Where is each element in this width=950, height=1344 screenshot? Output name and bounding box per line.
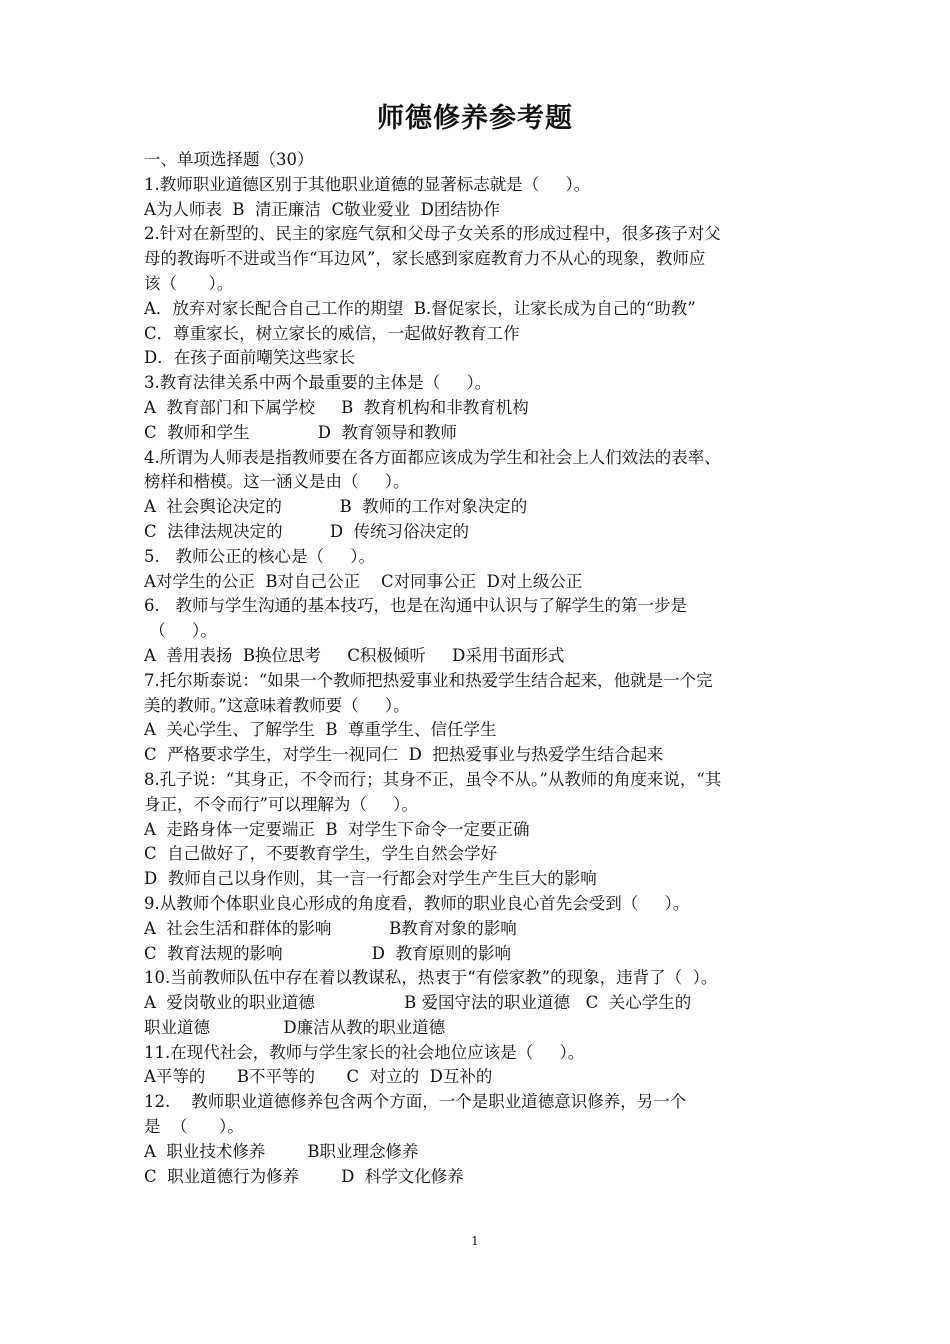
page-number: 1: [471, 1234, 479, 1248]
text-line: 7.托尔斯泰说：“如果一个教师把热爱事业和热爱学生结合起来，他就是一个完: [144, 670, 713, 690]
text-line: 6. 教师与学生沟通的基本技巧，也是在沟通中认识与了解学生的第一步是: [144, 596, 687, 616]
text-line: 该（ ）。: [144, 273, 234, 293]
text-line: A 善用表扬 B换位思考 C积极倾听 D采用书面形式: [144, 645, 565, 665]
text-line: 1.教师职业道德区别于其他职业道德的显著标志就是（ ）。: [144, 174, 591, 194]
text-line: C 教育法规的影响 D 教育原则的影响: [144, 943, 511, 963]
text-line: C 法律法规决定的 D 传统习俗决定的: [144, 521, 470, 541]
text-line: 一、单项选择题（30）: [144, 150, 314, 169]
text-line: 11.在现代社会，教师与学生家长的社会地位应该是（ ）。: [144, 1042, 585, 1062]
text-line: C 职业道德行为修养 D 科学文化修养: [144, 1166, 464, 1186]
text-line: A 社会生活和群体的影响 B教育对象的影响: [144, 918, 517, 938]
text-line: A．放弃对家长配合自己工作的期望 B.督促家长，让家长成为自己的“助教”: [144, 298, 696, 318]
text-line: 榜样和楷模。这一涵义是由（ ）。: [144, 472, 410, 492]
text-line: C 教师和学生 D 教育领导和教师: [144, 422, 458, 442]
text-line: A 关心学生、了解学生 B 尊重学生、信任学生: [144, 720, 497, 740]
text-line: 8.孔子说：“其身正，不令而行；其身不正，虽令不从。”从教师的角度来说，“其: [144, 769, 722, 789]
text-line: 职业道德 D廉洁从教的职业道德: [144, 1017, 446, 1037]
text-line: 是 （ ）。: [144, 1117, 244, 1137]
document-title: 师德修养参考题: [377, 103, 573, 134]
text-line: A 走路身体一定要端正 B 对学生下命令一定要正确: [144, 819, 530, 839]
text-line: A 教育部门和下属学校 B 教育机构和非教育机构: [144, 397, 529, 417]
text-line: 2.针对在新型的、民主的家庭气氛和父母子女关系的形成过程中，很多孩子对父: [144, 224, 721, 244]
text-line: 10.当前教师队伍中存在着以教谋私，热衷于“有偿家教”的现象，违背了（ ）。: [144, 968, 718, 988]
text-line: （ ）。: [144, 621, 217, 641]
text-line: A 爱岗敬业的职业道德 B 爱国守法的职业道德 C 关心学生的: [144, 993, 692, 1013]
text-line: A为人师表 B 清正廉洁 C敬业爱业 D团结协作: [144, 199, 500, 219]
text-line: D．在孩子面前嘲笑这些家长: [144, 348, 356, 368]
text-line: A对学生的公正 B对自己公正 C对同事公正 D对上级公正: [144, 571, 583, 591]
text-line: 3.教育法律关系中两个最重要的主体是（ ）。: [144, 373, 492, 393]
text-line: 12. 教师职业道德修养包含两个方面，一个是职业道德意识修养，另一个: [144, 1092, 687, 1112]
text-line: D 教师自己以身作则，其一言一行都会对学生产生巨大的影响: [144, 869, 597, 889]
text-line: 9.从教师个体职业良心形成的角度看，教师的职业良心首先会受到（ ）。: [144, 893, 690, 913]
text-line: 4.所谓为人师表是指教师要在各方面都应该成为学生和社会上人们效法的表率、: [144, 447, 721, 467]
text-line: A 职业技术修养 B职业理念修养: [144, 1141, 419, 1161]
text-line: A平等的 B不平等的 C 对立的 D互补的: [144, 1067, 493, 1087]
document-body: [144, 148, 810, 1189]
text-line: 母的教诲听不进或当作“耳边风”，家长感到家庭教育力不从心的现象，教师应: [144, 249, 706, 269]
text-line: C．尊重家长，树立家长的威信，一起做好教育工作: [144, 323, 520, 343]
text-line: C 自己做好了，不要教育学生，学生自然会学好: [144, 844, 498, 864]
text-line: C 严格要求学生，对学生一视同仁 D 把热爱事业与热爱学生结合起来: [144, 745, 664, 765]
text-line: 身正，不令而行”可以理解为（ ）。: [144, 794, 418, 814]
text-line: 5. 教师公正的核心是（ ）。: [144, 546, 375, 566]
text-line: 美的教师。”这意味着教师要（ ）。: [144, 695, 410, 715]
text-line: A 社会舆论决定的 B 教师的工作对象决定的: [144, 497, 528, 517]
